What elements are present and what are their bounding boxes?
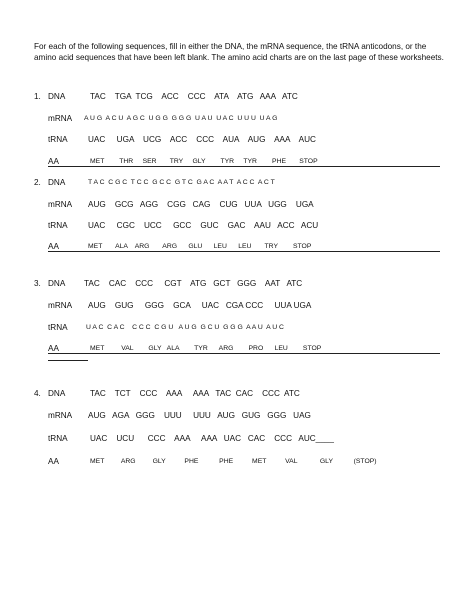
dna-row [0, 278, 474, 292]
answer-line [48, 166, 440, 167]
mrna-row [0, 199, 474, 213]
problem-number: 1. [34, 92, 41, 101]
trna-label: tRNA [48, 221, 68, 230]
mrna-sequence: AUG GCG AGG CGG CAG CUG UUA UGG UGA [88, 200, 314, 209]
dna-label: DNA [48, 279, 66, 288]
dna-sequence: T A C C G C T C C G C C G T C G A C A A T A C C A C T [88, 179, 275, 186]
aa-label: AA [48, 457, 59, 466]
problem-number: 4. [34, 389, 41, 398]
mrna-label: mRNA [48, 301, 73, 310]
dna-row [0, 91, 474, 105]
dna-sequence: TAC TCT CCC AAA AAA TAC CAC CCC ATC [90, 389, 300, 398]
mrna-row [0, 410, 474, 424]
problem-number: 2. [34, 178, 41, 187]
trna-row [0, 433, 474, 447]
mrna-label: mRNA [48, 411, 73, 420]
mrna-row [0, 113, 474, 127]
aa-sequence: MET VAL GLY ALA TYR ARG PRO LEU STOP [90, 345, 322, 352]
mrna-label: mRNA [48, 114, 73, 123]
answer-line-continuation [48, 360, 88, 361]
instructions-text: For each of the following sequences, fill in either the DNA, the mRNA sequence, the tRNA anticodons, or the amino acid sequences that have been left blank. The amino acid charts are on the last page of these worksheets. [34, 42, 444, 62]
aa-label: AA [48, 242, 59, 251]
mrna-sequence: AUG AGA GGG UUU UUU AUG GUG GGG UAG [88, 411, 311, 420]
dna-row [0, 177, 474, 191]
aa-sequence: MET ARG GLY PHE PHE MET VAL GLY (STOP) [90, 458, 377, 465]
aa-row [0, 456, 474, 470]
trna-row [0, 134, 474, 148]
aa-row [0, 241, 474, 255]
dna-label: DNA [48, 92, 66, 101]
aa-row [0, 343, 474, 357]
mrna-row [0, 300, 474, 314]
mrna-sequence: A U G A C U A G C U G G G G G U A U U A C U U U U A G [84, 115, 278, 122]
aa-label: AA [48, 157, 59, 166]
aa-label: AA [48, 344, 59, 353]
problem-number: 3. [34, 279, 41, 288]
trna-sequence: U A C C A C C C C C G U A U G G C U G G G A A U A U C [86, 324, 284, 331]
dna-label: DNA [48, 178, 66, 187]
trna-row [0, 322, 474, 336]
trna-label: tRNA [48, 434, 68, 443]
trna-sequence: UAC UCU CCC AAA AAA UAC CAC CCC AUC____ [90, 434, 334, 443]
dna-sequence: TAC CAC CCC CGT ATG GCT GGG AAT ATC [84, 279, 303, 288]
trna-sequence: UAC CGC UCC GCC GUC GAC AAU ACC ACU [88, 221, 319, 230]
aa-sequence: MET THR SER TRY GLY TYR TYR PHE STOP [90, 158, 318, 165]
trna-row [0, 220, 474, 234]
dna-label: DNA [48, 389, 66, 398]
mrna-label: mRNA [48, 200, 73, 209]
trna-label: tRNA [48, 323, 68, 332]
trna-sequence: UAC UGA UCG ACC CCC AUA AUG AAA AUC [88, 135, 316, 144]
aa-sequence: MET ALA ARG ARG GLU LEU LEU TRY STOP [88, 243, 312, 250]
answer-line [48, 251, 440, 252]
dna-sequence: TAC TGA TCG ACC CCC ATA ATG AAA ATC [90, 92, 298, 101]
answer-line [48, 353, 440, 354]
dna-row [0, 388, 474, 402]
trna-label: tRNA [48, 135, 68, 144]
aa-row [0, 156, 474, 170]
mrna-sequence: AUG GUG GGG GCA UAC CGA CCC UUA UGA [88, 301, 312, 310]
